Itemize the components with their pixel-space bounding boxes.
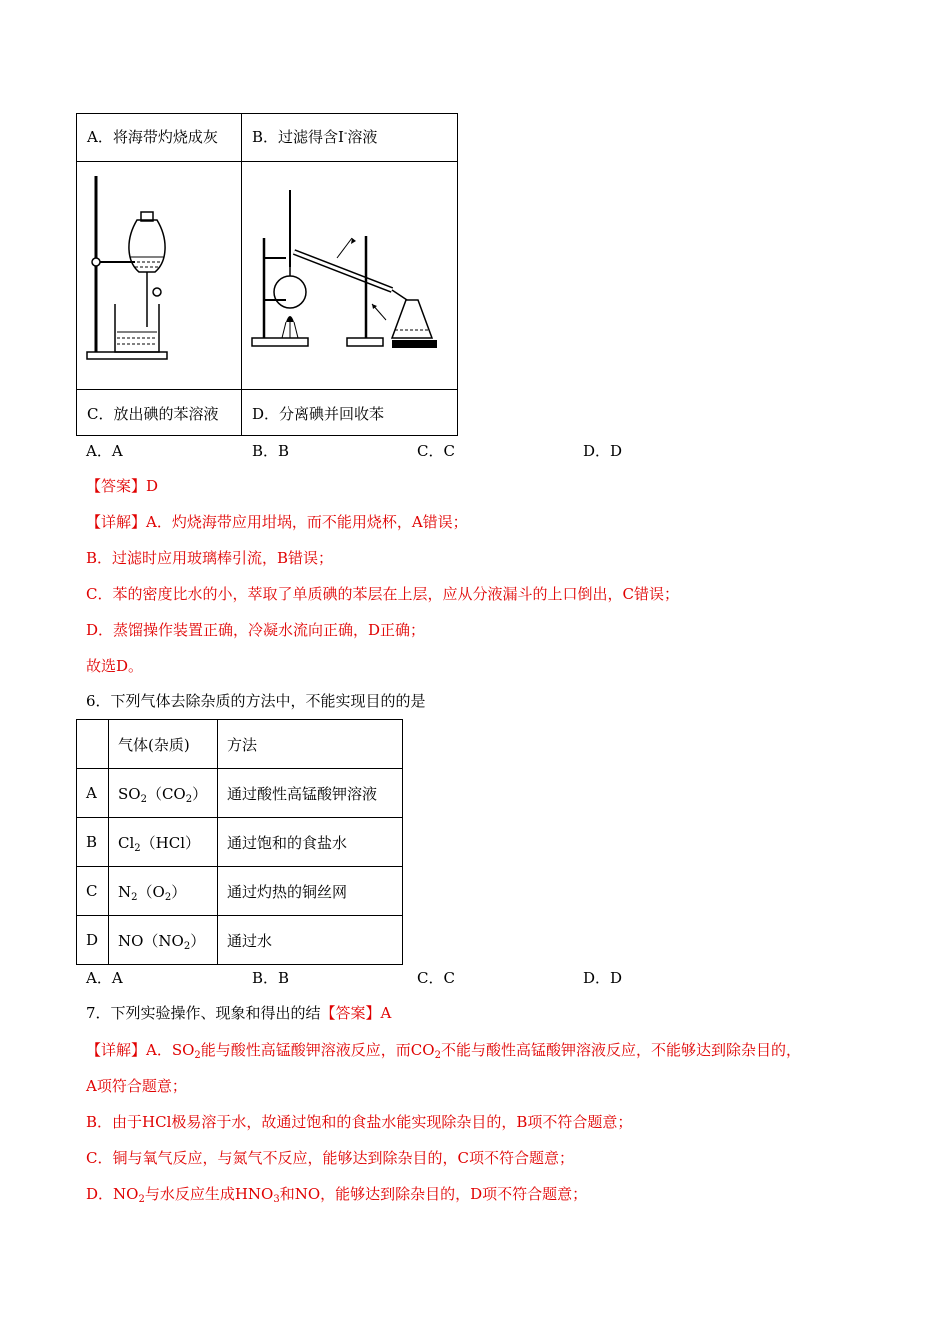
table-row — [77, 867, 403, 916]
row-gas: $NO(NO_2)$ — [109, 916, 218, 965]
q6-table — [76, 719, 403, 965]
row-option: B — [77, 818, 109, 867]
choice-b[interactable]: B．B — [252, 969, 290, 987]
row-method: 通过水 — [218, 916, 403, 965]
row-option: C — [77, 867, 109, 916]
q5-analysis-line-4: D．蒸馏操作装置正确，冷凝水流向正确，D正确； — [86, 621, 426, 639]
q6-analysis-line-5: D．$NO_2$与水反应生成$HNO_3$和NO，能够达到除杂目的，D项不符合题意； — [86, 1185, 588, 1205]
q6-analysis-line-2: A项符合题意； — [86, 1077, 187, 1095]
choice-a[interactable]: A．A — [86, 969, 123, 987]
option-a-text: A．将海带灼烧成灰 — [87, 128, 218, 146]
row-method: 通过饱和的食盐水 — [218, 818, 403, 867]
q5-analysis-line-5: 故选D。 — [86, 657, 144, 675]
row-gas: $Cl_2(HCl)$ — [109, 818, 218, 867]
cell-a-label — [76, 113, 242, 162]
choice-d[interactable]: D．D — [583, 969, 623, 987]
q7-stem-line — [86, 1003, 391, 1023]
row-gas: $N_2(O_2)$ — [109, 867, 218, 916]
row-method: 通过酸性高锰酸钾溶液 — [218, 769, 403, 818]
table-header-cell: 方法 — [218, 720, 403, 769]
option-d-text: D．分离碘并回收苯 — [252, 405, 385, 423]
cell-b-label — [241, 113, 458, 162]
q6-choices — [86, 967, 686, 987]
q5-options-table — [76, 113, 458, 436]
choice-d[interactable]: D．D — [583, 442, 623, 460]
cell-c-image — [76, 161, 242, 390]
table-header-cell — [77, 720, 109, 769]
q6-stem: 6．下列气体去除杂质的方法中，不能实现目的的是 — [86, 692, 426, 710]
table-row — [77, 818, 403, 867]
q5-analysis-line-3: C．苯的密度比水的小，萃取了单质碘的苯层在上层，应从分液漏斗的上口倒出，C错误； — [86, 585, 679, 603]
q5-analysis-line-1: 【详解】A．灼烧海带应用坩埚，而不能用烧杯，A错误； — [86, 513, 468, 531]
table-row — [77, 916, 403, 965]
table-row — [77, 769, 403, 818]
distillation-apparatus-illustration — [242, 162, 457, 389]
row-option: A — [77, 769, 109, 818]
q6-answer: 【答案】A — [320, 1004, 392, 1022]
q5-choices — [86, 440, 686, 460]
q7-stem: 7．下列实验操作、现象和得出的结 — [86, 1004, 321, 1022]
table-header-cell: 气体(杂质) — [109, 720, 218, 769]
table-header-row — [77, 720, 403, 769]
q5-answer: 【答案】D — [86, 477, 159, 495]
q5-analysis-line-2: B．过滤时应用玻璃棒引流，B错误； — [86, 549, 334, 567]
row-method: 通过灼热的铜丝网 — [218, 867, 403, 916]
row-option: D — [77, 916, 109, 965]
cell-c-label — [76, 389, 242, 436]
choice-c[interactable]: C．C — [417, 969, 455, 987]
cell-d-image — [241, 161, 458, 390]
choice-c[interactable]: C．C — [417, 442, 455, 460]
separatory-funnel-illustration — [77, 162, 241, 389]
option-b-text: B．过滤得含I-溶液 — [252, 128, 378, 146]
cell-d-label — [241, 389, 458, 436]
choice-b[interactable]: B．B — [252, 442, 290, 460]
row-gas: $SO_2(CO_2)$ — [109, 769, 218, 818]
q6-analysis-line-4: C．铜与氧气反应，与氮气不反应，能够达到除杂目的，C项不符合题意； — [86, 1149, 574, 1167]
q6-analysis-line-3: B．由于HCl极易溶于水，故通过饱和的食盐水能实现除杂目的，B项不符合题意； — [86, 1113, 633, 1131]
q6-analysis-line-1: 【详解】A．$SO_2$能与酸性高锰酸钾溶液反应，而$CO_2$不能与酸性高锰酸钾溶液反应，不能够达到除杂目的， — [86, 1041, 801, 1061]
choice-a[interactable]: A．A — [86, 442, 123, 460]
option-c-text: C．放出碘的苯溶液 — [87, 405, 219, 423]
